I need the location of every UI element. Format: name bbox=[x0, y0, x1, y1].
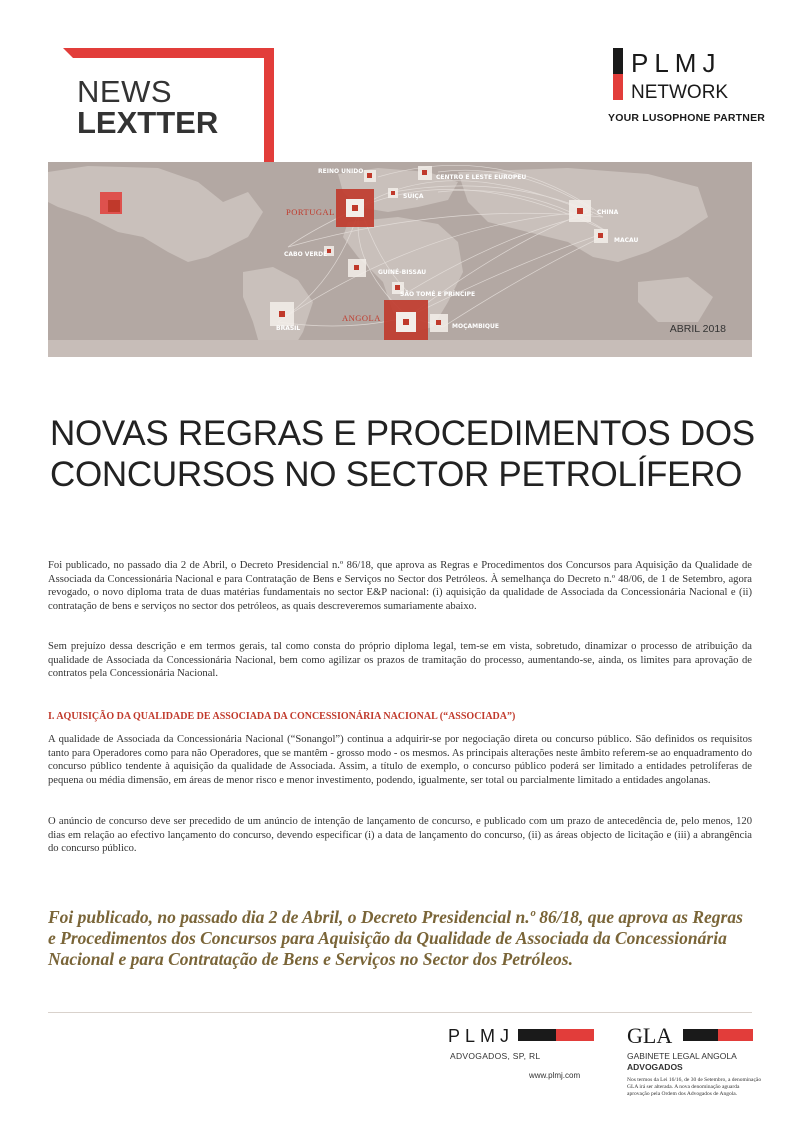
map-label-sao-tome: SÃO TOMÉ E PRÍNCIPE bbox=[400, 291, 476, 298]
world-map-graphic bbox=[48, 162, 752, 357]
world-map-banner bbox=[48, 162, 752, 357]
map-label-brasil: BRASIL bbox=[276, 325, 301, 332]
map-label-portugal: PORTUGAL bbox=[286, 207, 335, 217]
footer-gla-bar-dark bbox=[683, 1029, 718, 1041]
newsletter-title-line1: NEWS bbox=[77, 74, 172, 109]
plmj-logo-text: PLMJ bbox=[631, 48, 722, 78]
body-paragraph-2: Sem prejuízo dessa descrição e em termos gerais, tal como consta do próprio diploma legal, tem-se em vista, sobretudo, dinamizar o processo de atribuição da qualidade de Associada da Concessionária Nacional, bem como agilizar os prazos de tramitação do processo, aumentando-se, ainda, os limites para aprovação de contratos pela Concessionária Nacional. bbox=[48, 641, 752, 680]
footer-gla-logo: GLA bbox=[627, 1023, 673, 1048]
pull-quote: Foi publicado, no passado dia 2 de Abril, o Decreto Presidencial n.º 86/18, que aprova as Regras e Procedimentos dos Concursos para Aquisição da Qualidade de Associada da Concessionária Nacional e para Contratação de Bens e Serviços no Sector dos Petróleos. bbox=[48, 907, 743, 969]
footer-gla-subtitle: GABINETE LEGAL ANGOLA bbox=[627, 1051, 737, 1061]
map-label-centro-leste: CENTRO E LESTE EUROPEU bbox=[436, 174, 527, 181]
body-paragraph-3: A qualidade de Associada da Concessionária Nacional (“Sonangol”) continua a adquirir-se por negociação direta ou concurso público. São definidos os requisitos tanto para Operadores como para não Operadores, que se mantêm - grosso modo - os mesmos. As principais alterações neste âmbito referem-se ao enquadramento do concurso público tendente à aquisição da qualidade de Associada. Assim, a título de exemplo, o concurso público poderá ser limitado a entidades petrolíferas de pequena ou média dimensão, em áreas de menor risco e menor investimento, podendo, igualmente, ser total ou parcialmente limitado a entidades angolanas. bbox=[48, 734, 752, 786]
accent-square-small bbox=[108, 200, 120, 212]
footer-gla-advogados: ADVOGADOS bbox=[627, 1062, 683, 1072]
map-label-suica: SUIÇA bbox=[403, 193, 424, 200]
page-title-line2: CONCURSOS NO SECTOR PETROLÍFERO bbox=[50, 455, 743, 494]
page-title bbox=[50, 413, 770, 495]
issue-date: ABRIL 2018 bbox=[669, 323, 726, 335]
footer-website-link[interactable]: www.plmj.com bbox=[529, 1071, 581, 1080]
footer-plmj-logo: PLMJ bbox=[448, 1026, 515, 1046]
map-label-angola: ANGOLA bbox=[342, 313, 381, 323]
footer-gla-bar-red bbox=[718, 1029, 753, 1041]
footer-plmj-bar-dark bbox=[518, 1029, 556, 1041]
map-label-cabo-verde: CABO VERDE bbox=[284, 251, 328, 258]
footer-plmj-subtitle: ADVOGADOS, SP, RL bbox=[450, 1051, 541, 1061]
map-label-china: CHINA bbox=[597, 209, 619, 216]
footer-divider bbox=[48, 1012, 752, 1013]
plmj-logo-block-dark bbox=[613, 48, 623, 74]
map-label-macau: MACAU bbox=[614, 237, 639, 244]
body-paragraph-4: O anúncio de concurso deve ser precedido de um anúncio de intenção de lançamento de concurso, e publicado com um prazo de antecedência de, pelo menos, 120 dias em relação ao efectivo lançamento do concurso, devendo especificar (i) a data de lançamento do concurso, (ii) as áreas objecto de licitação e (iii) a abrangência do concurso público. bbox=[48, 816, 752, 855]
page-title-line1: NOVAS REGRAS E PROCEDIMENTOS DOS bbox=[50, 414, 755, 453]
footer-gla-note: Nos termos da Lei 16/16, de 30 de Setembro, a denominação GLA irá ser alterada. A nova denominação aguarda aprovação pela Ordem dos Advogados de Angola. bbox=[627, 1077, 762, 1097]
map-label-reino-unido: REINO UNIDO bbox=[318, 168, 364, 175]
plmj-tagline: YOUR LUSOPHONE PARTNER bbox=[608, 112, 766, 124]
map-label-guine-bissau: GUINÉ-BISSAU bbox=[378, 269, 427, 276]
plmj-logo-block-red bbox=[613, 74, 623, 100]
body-paragraph-1: Foi publicado, no passado dia 2 de Abril, o Decreto Presidencial n.º 86/18, que aprova as Regras e Procedimentos dos Concursos para Aquisição da Qualidade de Associada da Concessionária Nacional e para Contratação de Bens e Serviços no Sector dos Petróleos. À semelhança do Decreto n.º 48/06, de 1 de Setembro, agora revogado, o novo diploma trata de duas matérias fundamentais no sector E&P nacional: (i) aquisição da qualidade de Associada da Concessionária Nacional e (ii) contratação de bens e serviços no sector dos petróleos, as quais descreveremos sumariamente abaixo. bbox=[48, 560, 752, 612]
footer-plmj-bar-red bbox=[556, 1029, 594, 1041]
newsletter-title-line2: LEXTTER bbox=[77, 105, 219, 140]
section-heading-1: I. AQUISIÇÃO DA QUALIDADE DE ASSOCIADA DA CONCESSIONÁRIA NACIONAL (“ASSOCIADA”) bbox=[48, 711, 516, 722]
plmj-network-text: NETWORK bbox=[631, 82, 729, 103]
map-label-mocambique: MOÇAMBIQUE bbox=[452, 323, 499, 330]
